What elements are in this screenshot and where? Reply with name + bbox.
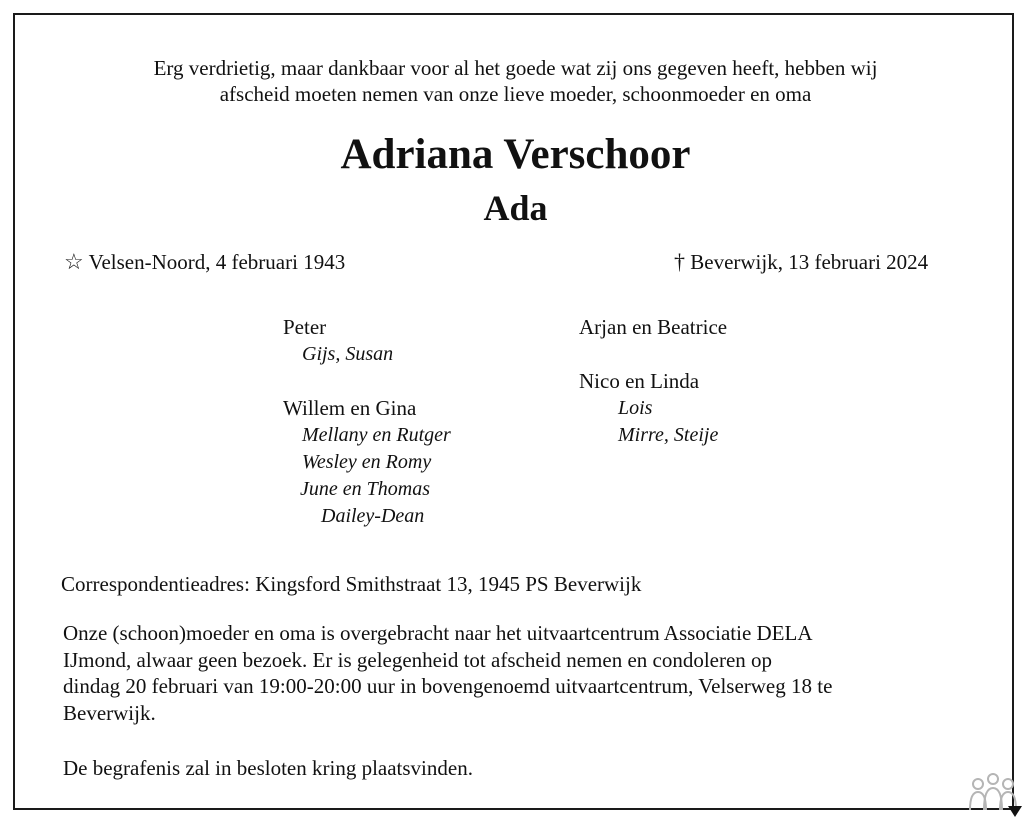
death-text: Beverwijk, 13 februari 2024 <box>690 250 929 274</box>
funeral-notice: De begrafenis zal in besloten kring plaatsvinden. <box>63 756 473 780</box>
deceased-name: Adriana Verschoor <box>340 131 691 178</box>
notice-line-1: Onze (schoon)moeder en oma is overgebracht naar het uitvaartcentrum Associatie DELA <box>63 621 813 645</box>
family-nico-child-1: Lois <box>618 397 653 419</box>
family-peter-children: Gijs, Susan <box>302 343 394 365</box>
notice-line-2: IJmond, alwaar geen bezoek. Er is gelegenheid tot afscheid nemen en condoleren op <box>63 648 773 672</box>
family-nico: Nico en Linda <box>579 369 700 393</box>
family-willem: Willem en Gina <box>283 396 417 420</box>
family-willem-child-2: Wesley en Romy <box>302 451 432 473</box>
cross-icon: † <box>674 249 685 274</box>
birth-text: Velsen-Noord, 4 februari 1943 <box>88 250 346 274</box>
family-great-grandchild: Dailey-Dean <box>321 505 425 527</box>
scroll-down-arrow-icon[interactable] <box>1008 806 1022 818</box>
notice-line-3: dindag 20 februari van 19:00-20:00 uur in bovengenoemd uitvaartcentrum, Velserweg 18 te <box>63 674 833 698</box>
intro-line-1: Erg verdrietig, maar dankbaar voor al het goede wat zij ons gegeven heeft, hebben wij <box>153 56 878 80</box>
deceased-nickname: Ada <box>483 188 548 228</box>
star-icon: ☆ <box>64 249 84 274</box>
birth-line <box>64 249 345 275</box>
correspondence-address: Correspondentieadres: Kingsford Smithstraat 13, 1945 PS Beverwijk <box>61 572 642 596</box>
family-willem-child-1: Mellany en Rutger <box>302 424 451 446</box>
intro-line-2: afscheid moeten nemen van onze lieve moeder, schoonmoeder en oma <box>219 82 812 106</box>
notice-line-4: Beverwijk. <box>63 701 156 725</box>
family-nico-child-2: Mirre, Steije <box>618 424 719 446</box>
family-willem-child-3: June en Thomas <box>300 478 430 500</box>
death-line <box>674 249 928 275</box>
family-arjan: Arjan en Beatrice <box>579 315 728 339</box>
family-peter: Peter <box>283 315 327 339</box>
